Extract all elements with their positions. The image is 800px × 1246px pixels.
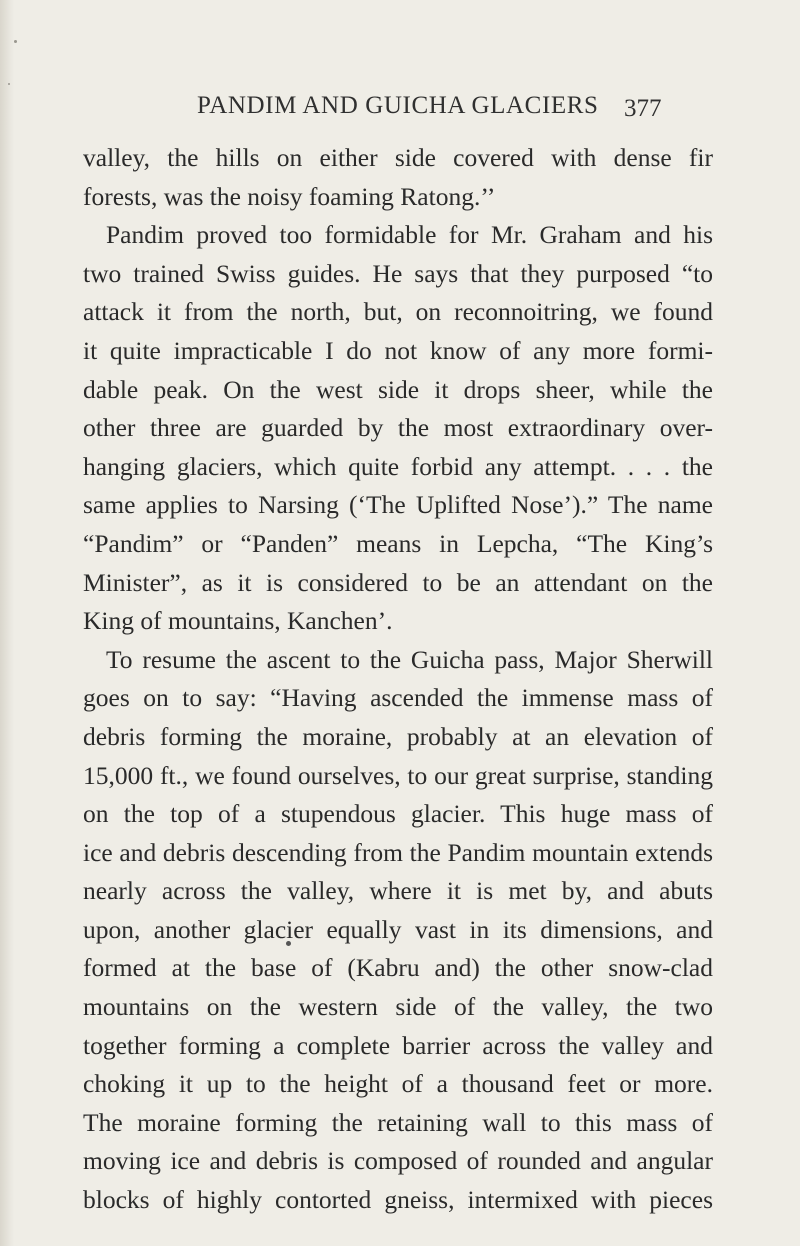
- text-line: same applies to Narsing (‘The Uplifted Nose’).” The name: [83, 490, 713, 520]
- running-title: PANDIM AND GUICHA GLACIERS: [197, 92, 599, 119]
- text-line: blocks of highly contorted gneiss, intermixed with pieces: [83, 1185, 713, 1215]
- text-line: formed at the base of (Kabru and) the other snow-clad: [83, 953, 713, 983]
- text-line: Pandim proved too formidable for Mr. Graham and his: [106, 220, 713, 250]
- text-line: attack it from the north, but, on reconnoitring, we found: [83, 297, 713, 327]
- page-edge-shadow: [0, 0, 14, 1246]
- text-line: ice and debris descending from the Pandim mountain extends: [83, 837, 713, 867]
- text-line: moving ice and debris is composed of rounded and angular: [83, 1146, 713, 1176]
- text-line: upon, another glacier equally vast in its dimensions, and: [83, 914, 713, 944]
- text-line: valley, the hills on either side covered with dense fir: [83, 143, 713, 172]
- paper-speck: [8, 83, 10, 85]
- text-line: forests, was the noisy foaming Ratong.’’: [83, 181, 496, 211]
- text-line: dable peak. On the west side it drops sheer, while the: [83, 374, 713, 404]
- text-line: choking it up to the height of a thousand feet or more.: [83, 1069, 713, 1099]
- text-line: hanging glaciers, which quite forbid any attempt. . . . the: [83, 451, 713, 481]
- paper-speck: [14, 40, 17, 43]
- text-line: King of mountains, Kanchen’.: [83, 606, 393, 636]
- text-line: goes on to say: “Having ascended the immense mass of: [83, 683, 713, 713]
- text-line: on the top of a stupendous glacier. This huge mass of: [83, 799, 713, 829]
- text-line: 15,000 ft., we found ourselves, to our great surprise, standing: [83, 760, 713, 790]
- text-line: mountains on the western side of the valley, the two: [83, 992, 713, 1022]
- text-line: two trained Swiss guides. He says that they purposed “to: [83, 258, 713, 288]
- text-line: “Pandim” or “Panden” means in Lepcha, “The King’s: [83, 528, 713, 558]
- body-text: [83, 139, 713, 1220]
- text-line: Minister”, as it is considered to be an attendant on the: [83, 567, 713, 597]
- page-number: 377: [624, 95, 662, 122]
- text-line: nearly across the valley, where it is met by, and abuts: [83, 876, 713, 906]
- text-line: The moraine forming the retaining wall to this mass of: [83, 1107, 713, 1137]
- text-line: To resume the ascent to the Guicha pass, Major Sherwill: [106, 644, 713, 674]
- text-line: together forming a complete barrier across the valley and: [83, 1030, 713, 1060]
- text-line: other three are guarded by the most extraordinary over-: [83, 413, 713, 443]
- text-line: debris forming the moraine, probably at an elevation of: [83, 721, 713, 751]
- text-line: it quite impracticable I do not know of any more formi-: [83, 335, 713, 365]
- running-header: [0, 92, 800, 132]
